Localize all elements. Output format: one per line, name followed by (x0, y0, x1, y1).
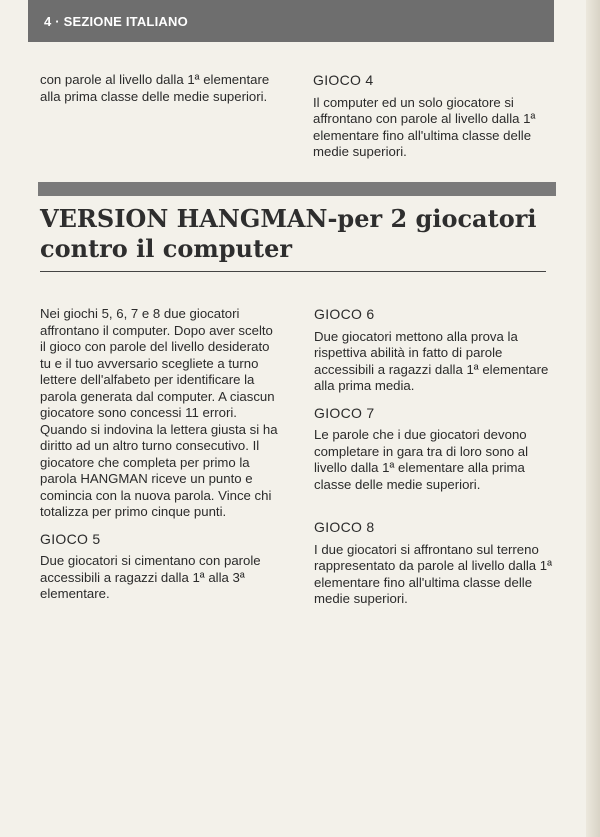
gioco8-title: GIOCO 8 (314, 519, 375, 535)
right-column (314, 306, 556, 608)
section-divider-bar (38, 182, 556, 196)
gioco4-block (313, 72, 559, 161)
gioco6-text: Due giocatori mettono alla prova la rispettiva abilità in fatto di parole accessibili a ragazzi dalla 1ª elementare alla prima media. (314, 328, 549, 393)
gioco4-text: Il computer ed un solo giocatore si affrontano con parole al livello dalla 1ª elementare fino all'ultima classe delle medie superiori. (313, 94, 536, 159)
gioco5-title: GIOCO 5 (40, 530, 101, 547)
section-header-label: 4 · SEZIONE ITALIANO (44, 14, 188, 29)
continuation-text: con parole al livello dalla 1ª elementare alla prima classe delle medie superiori. (40, 72, 270, 104)
gioco5-text: Due giocatori si cimentano con parole accessibili a ragazzi dalla 1ª alla 3ª elementare. (40, 553, 261, 601)
section-heading-rule (40, 271, 546, 272)
left-column (40, 306, 280, 603)
section-heading-line1: VERSION HANGMAN-per 2 giocatori (40, 204, 537, 233)
section-heading (40, 204, 560, 264)
gioco8-text: I due giocatori si affrontano sul terreno rappresentato da parole al livello dalla 1ª elementare fino all'ultima classe delle medie superiori. (314, 541, 553, 606)
gioco7-text: Le parole che i due giocatori devono completare in gara tra di loro sono al livello dalla 1ª elementare alla prima classe delle medie superiori. (314, 427, 529, 492)
gioco6-title: GIOCO 6 (314, 306, 375, 322)
top-left-continuation (40, 72, 272, 105)
gioco7-title: GIOCO 7 (314, 404, 375, 421)
section-heading-line2: contro il computer (40, 234, 292, 263)
intro-paragraph: Nei giochi 5, 6, 7 e 8 due giocatori affrontano il computer. Dopo aver scelto il gioco con parole del livello desiderato tu e il tuo avversario scegliete a turno lettere dell'alfabeto per identificare la parola generata dal computer. A ciascun giocatore sono concessi 11 errori. Quando si indovina la lettera giusta si ha diritto ad un altro turno consecutivo. Il giocatore che completa per primo la parola HANGMAN riceve un punto e comincia con la nuova parola. Vince chi totalizza per primo cinque punti. (40, 306, 278, 519)
gioco4-title: GIOCO 4 (313, 72, 374, 88)
page-edge-shadow (586, 0, 600, 837)
